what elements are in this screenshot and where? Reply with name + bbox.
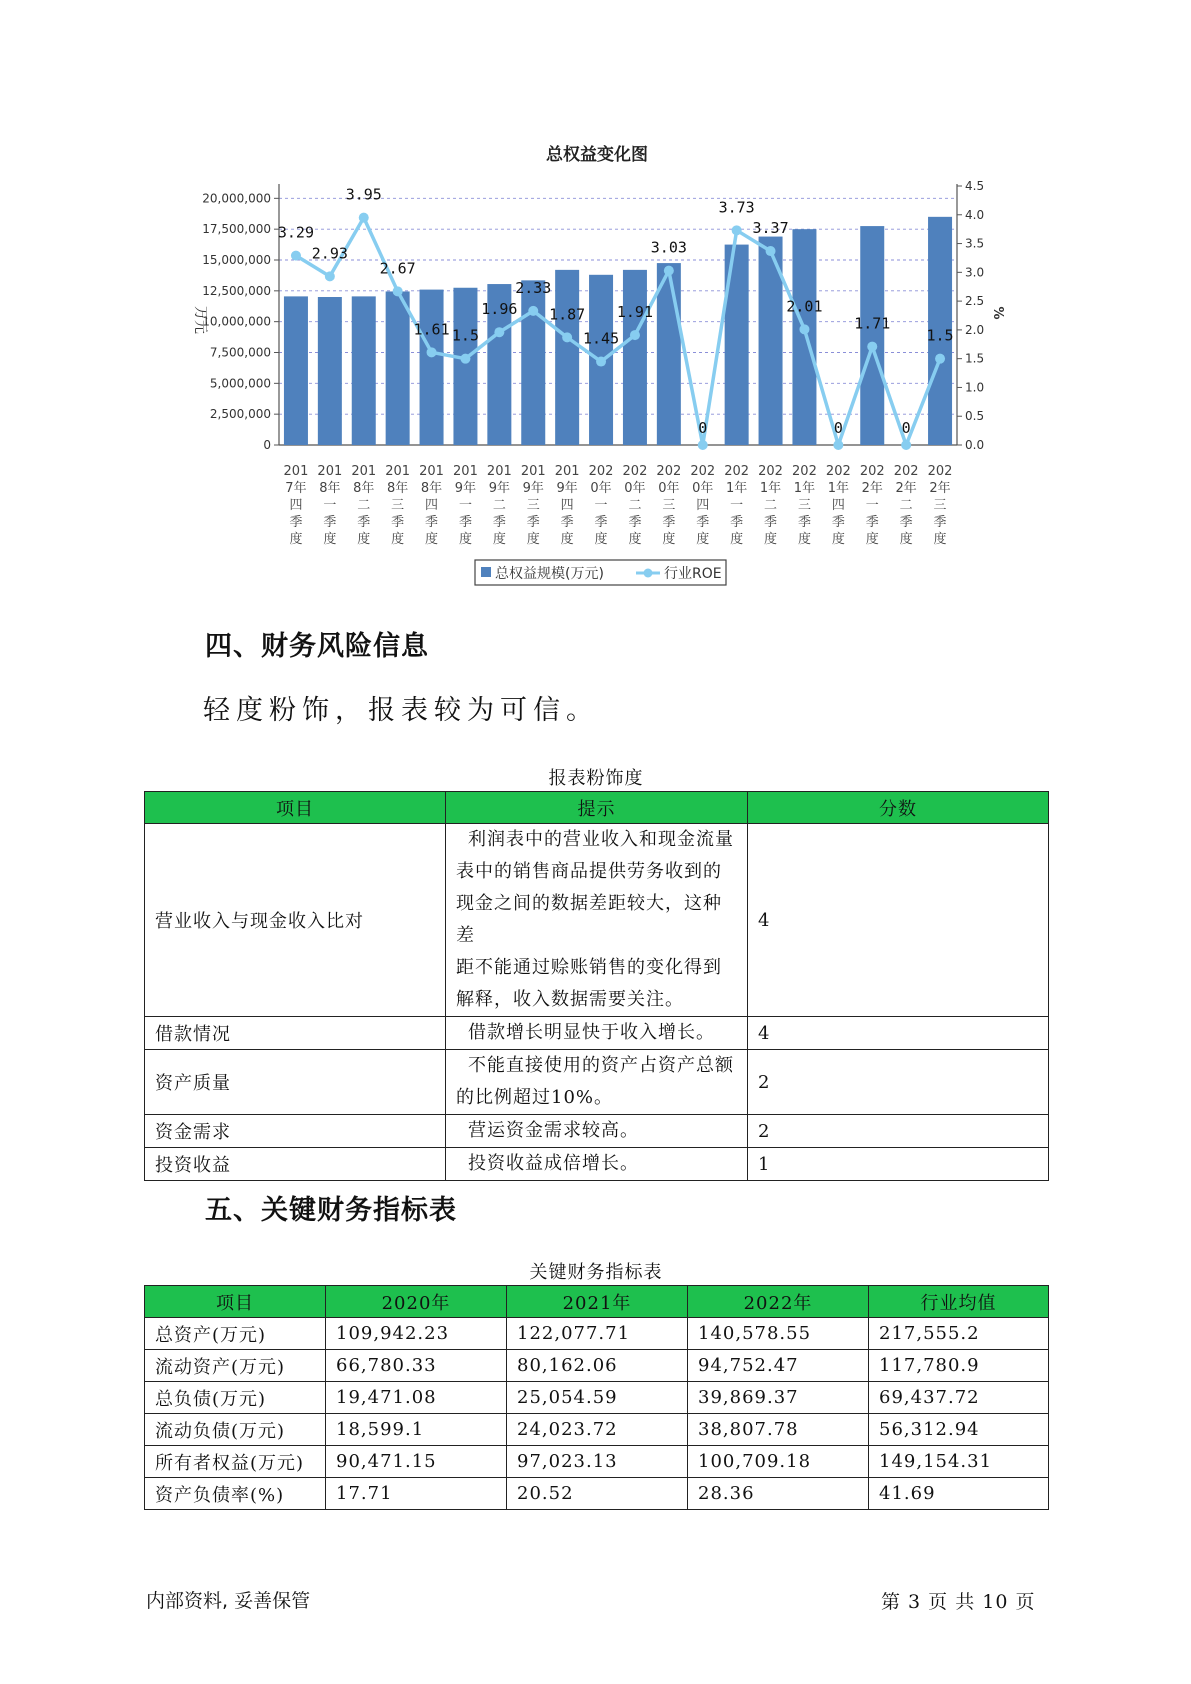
roe-data-label: 1.5 <box>926 326 954 345</box>
indicator-value: 38,807.78 <box>688 1414 869 1446</box>
footer-confidential: 内部资料, 妥善保管 <box>146 1590 311 1612</box>
risk-table-caption: 报表粉饰度 <box>548 768 644 789</box>
y-tick-label: 12,500,000 <box>202 283 271 298</box>
x-tick-label: 202 1年二季度 <box>758 464 783 547</box>
risk-tip-line: 解释，收入数据需要关注。 <box>456 989 684 1010</box>
risk-item: 资产质量 <box>145 1050 446 1115</box>
risk-tip-line: 表中的销售商品提供劳务收到的 <box>456 861 722 882</box>
risk-tip-line: 距不能通过赊账销售的变化得到 <box>456 957 722 978</box>
x-tick-label: 202 1年四季度 <box>825 464 851 547</box>
legend-bar-swatch <box>481 567 491 577</box>
indicator-table-caption: 关键财务指标表 <box>529 1262 663 1283</box>
roe-point <box>664 266 674 276</box>
indicator-name: 总负债(万元) <box>145 1382 326 1414</box>
roe-point <box>698 440 708 450</box>
equity-bar <box>860 226 884 445</box>
indicator-table-row <box>145 1478 1049 1510</box>
y2-tick-label: 4.5 <box>965 179 985 193</box>
roe-point <box>494 327 504 337</box>
y-tick-label: 0 <box>263 438 271 452</box>
roe-data-label: 3.03 <box>650 238 687 257</box>
indicator-value: 97,023.13 <box>507 1446 688 1478</box>
risk-tip <box>446 1115 748 1148</box>
section5-heading: 五、关键财务指标表 <box>205 1195 457 1226</box>
equity-bar <box>623 270 647 445</box>
equity-bar <box>284 296 308 445</box>
indicator-value: 117,780.9 <box>869 1350 1049 1382</box>
risk-table <box>144 791 1049 1181</box>
roe-point <box>799 324 809 334</box>
y2-tick-label: 0.5 <box>965 409 985 424</box>
risk-tip <box>446 824 748 1017</box>
x-tick-label: 201 8年三季度 <box>385 464 411 547</box>
roe-point <box>766 246 776 256</box>
risk-score: 1 <box>748 1148 1049 1181</box>
x-tick-label: 202 2年二季度 <box>893 464 919 547</box>
roe-point <box>935 354 945 364</box>
indicator-value: 28.36 <box>688 1478 869 1510</box>
roe-point <box>291 251 301 261</box>
y2-tick-label: 3.0 <box>965 265 985 280</box>
indicator-name: 资产负债率(%) <box>145 1478 326 1510</box>
ind-header-2022: 2022年 <box>688 1286 869 1318</box>
indicator-name: 所有者权益(万元) <box>145 1446 326 1478</box>
y2-tick-label: 1.5 <box>965 351 985 366</box>
indicator-name: 流动资产(万元) <box>145 1350 326 1382</box>
indicator-value: 109,942.23 <box>326 1318 507 1350</box>
roe-data-label: 1.45 <box>582 329 620 348</box>
indicator-value: 66,780.33 <box>326 1350 507 1382</box>
legend-line-marker <box>644 569 653 578</box>
x-tick-label: 201 9年一季度 <box>453 464 478 547</box>
indicator-value: 140,578.55 <box>688 1318 869 1350</box>
roe-data-label: 1.96 <box>481 300 518 319</box>
equity-bar <box>453 288 477 445</box>
x-tick-label: 202 0年四季度 <box>690 464 716 547</box>
indicator-value: 94,752.47 <box>688 1350 869 1382</box>
roe-data-label: 3.29 <box>277 223 315 242</box>
indicator-value: 25,054.59 <box>507 1382 688 1414</box>
chart-title: 总权益变化图 <box>546 145 648 165</box>
roe-data-label: 0 <box>901 419 911 437</box>
indicator-value: 80,162.06 <box>507 1350 688 1382</box>
roe-data-label: 2.93 <box>311 244 348 263</box>
indicator-value: 20.52 <box>507 1478 688 1510</box>
indicator-table-header <box>145 1286 1049 1318</box>
equity-bar <box>792 229 816 445</box>
x-tick-label: 202 0年三季度 <box>656 464 682 547</box>
footer-page-number: 第 3 页 共 10 页 <box>881 1591 1036 1613</box>
indicator-value: 56,312.94 <box>869 1414 1049 1446</box>
y2-tick-label: 3.5 <box>965 236 985 251</box>
risk-header-score: 分数 <box>748 792 1049 824</box>
roe-data-label: 1.61 <box>413 320 450 339</box>
indicator-table-row <box>145 1414 1049 1446</box>
x-tick-label: 201 9年四季度 <box>554 464 580 547</box>
x-tick-label: 202 2年一季度 <box>859 464 885 547</box>
indicator-value: 18,599.1 <box>326 1414 507 1446</box>
indicator-value: 69,437.72 <box>869 1382 1049 1414</box>
indicator-value: 122,077.71 <box>507 1318 688 1350</box>
risk-tip-line: 营运资金需求较高。 <box>468 1120 639 1141</box>
roe-data-label: 1.87 <box>549 305 586 324</box>
roe-point <box>460 354 470 364</box>
risk-tip-line: 不能直接使用的资产占资产总额 <box>468 1055 734 1076</box>
indicator-table-row <box>145 1350 1049 1382</box>
risk-summary: 轻度粉饰，报表较为可信。 <box>203 695 599 726</box>
equity-bar <box>318 297 342 445</box>
x-tick-label: 202 1年三季度 <box>792 464 817 547</box>
y-tick-label: 10,000,000 <box>202 314 271 329</box>
risk-table-row <box>145 1017 1049 1050</box>
indicator-table <box>144 1285 1049 1510</box>
legend-line-label: 行业ROE <box>664 566 722 582</box>
y2-tick-label: 4.0 <box>965 207 985 222</box>
risk-tip <box>446 1050 748 1115</box>
roe-point <box>427 347 437 357</box>
roe-data-label: 2.01 <box>786 297 823 316</box>
risk-header-item: 项目 <box>145 792 446 824</box>
risk-score: 2 <box>748 1050 1049 1115</box>
risk-item: 资金需求 <box>145 1115 446 1148</box>
data-labels <box>278 186 954 437</box>
indicator-value: 100,709.18 <box>688 1446 869 1478</box>
risk-table-row <box>145 1148 1049 1181</box>
x-tick-label: 202 2年三季度 <box>927 464 953 547</box>
risk-tip-line: 现金之间的数据差距较大，这种差 <box>456 893 722 946</box>
risk-item: 投资收益 <box>145 1148 446 1181</box>
roe-data-label: 0 <box>698 419 708 437</box>
roe-data-label: 3.95 <box>345 185 382 204</box>
indicator-table-row <box>145 1382 1049 1414</box>
x-tick-label: 201 8年四季度 <box>419 464 444 547</box>
risk-table-header <box>145 792 1049 824</box>
y-tick-label: 2,500,000 <box>209 407 271 422</box>
roe-data-label: 3.37 <box>752 219 789 238</box>
x-tick-label: 202 0年二季度 <box>622 464 648 547</box>
x-tick-label: 201 9年三季度 <box>520 464 546 547</box>
roe-data-label: 2.33 <box>515 278 552 297</box>
indicator-value: 39,869.37 <box>688 1382 869 1414</box>
roe-point <box>528 306 538 316</box>
risk-header-tip: 提示 <box>446 792 748 824</box>
y2-tick-label: 0.0 <box>965 438 985 452</box>
risk-tip-line: 投资收益成倍增长。 <box>468 1153 639 1174</box>
risk-tip <box>446 1148 748 1181</box>
legend-bar-label: 总权益规模(万元) <box>495 566 604 582</box>
roe-data-label: 1.91 <box>616 303 654 322</box>
roe-data-label: 3.73 <box>718 198 755 217</box>
roe-data-label: 0 <box>833 419 843 437</box>
roe-point <box>867 342 877 352</box>
x-tick-label: 201 8年一季度 <box>317 464 343 547</box>
y2-axis-title: % <box>990 306 1005 320</box>
ind-header-2021: 2021年 <box>507 1286 688 1318</box>
y-tick-label: 7,500,000 <box>209 345 271 360</box>
risk-table-row <box>145 824 1049 1017</box>
roe-point <box>325 271 335 281</box>
y2-tick-label: 2.5 <box>965 294 985 309</box>
indicator-value: 19,471.08 <box>326 1382 507 1414</box>
section4-heading: 四、财务风险信息 <box>205 631 429 662</box>
x-tick-label: 202 0年一季度 <box>588 464 614 547</box>
y-tick-label: 5,000,000 <box>209 376 271 391</box>
equity-bar <box>386 291 410 445</box>
chart-legend <box>475 560 726 585</box>
y-axis-title: 万元 <box>192 306 208 334</box>
roe-point <box>596 357 606 367</box>
x-tick-labels <box>284 464 953 547</box>
roe-data-label: 1.71 <box>854 314 891 333</box>
roe-point <box>732 225 742 235</box>
risk-score: 2 <box>748 1115 1049 1148</box>
x-tick-label: 201 7年四季度 <box>283 464 309 547</box>
indicator-table-row <box>145 1318 1049 1350</box>
roe-point <box>393 286 403 296</box>
x-tick-label: 201 8年二季度 <box>351 464 377 547</box>
roe-point <box>901 440 911 450</box>
ind-header-2020: 2020年 <box>326 1286 507 1318</box>
roe-point <box>630 330 640 340</box>
indicator-value: 24,023.72 <box>507 1414 688 1446</box>
y-tick-label: 20,000,000 <box>202 191 271 206</box>
risk-score: 4 <box>748 1017 1049 1050</box>
ind-header-industry: 行业均值 <box>869 1286 1049 1318</box>
equity-bar <box>657 263 681 445</box>
risk-score: 4 <box>748 824 1049 1017</box>
risk-tip-line: 的比例超过10%。 <box>456 1087 614 1108</box>
equity-bar <box>521 280 545 445</box>
risk-table-row <box>145 1115 1049 1148</box>
y2-tick-label: 2.0 <box>965 322 985 337</box>
equity-bar <box>555 270 579 445</box>
y-tick-label: 15,000,000 <box>202 253 271 267</box>
risk-tip-line: 借款增长明显快于收入增长。 <box>468 1022 715 1043</box>
risk-table-row <box>145 1050 1049 1115</box>
equity-bar <box>352 296 376 445</box>
indicator-value: 17.71 <box>326 1478 507 1510</box>
indicator-value: 90,471.15 <box>326 1446 507 1478</box>
roe-point <box>562 332 572 342</box>
equity-bar <box>420 290 444 445</box>
indicator-name: 总资产(万元) <box>145 1318 326 1350</box>
x-tick-label: 202 1年一季度 <box>724 464 750 547</box>
indicator-value: 217,555.2 <box>869 1318 1049 1350</box>
indicator-value: 41.69 <box>869 1478 1049 1510</box>
risk-item: 营业收入与现金收入比对 <box>145 824 446 1017</box>
roe-point <box>359 213 369 223</box>
roe-data-label: 1.5 <box>451 326 479 345</box>
indicator-value: 149,154.31 <box>869 1446 1049 1478</box>
y-tick-label: 17,500,000 <box>202 222 271 237</box>
risk-item: 借款情况 <box>145 1017 446 1050</box>
roe-point <box>833 440 843 450</box>
risk-tip <box>446 1017 748 1050</box>
y2-tick-label: 1.0 <box>965 380 985 395</box>
indicator-table-row <box>145 1446 1049 1478</box>
ind-header-item: 项目 <box>145 1286 326 1318</box>
roe-data-label: 2.67 <box>379 259 416 278</box>
indicator-name: 流动负债(万元) <box>145 1414 326 1446</box>
equity-change-chart <box>0 0 1191 600</box>
risk-tip-line: 利润表中的营业收入和现金流量 <box>468 829 734 850</box>
x-tick-label: 201 9年二季度 <box>486 464 512 547</box>
